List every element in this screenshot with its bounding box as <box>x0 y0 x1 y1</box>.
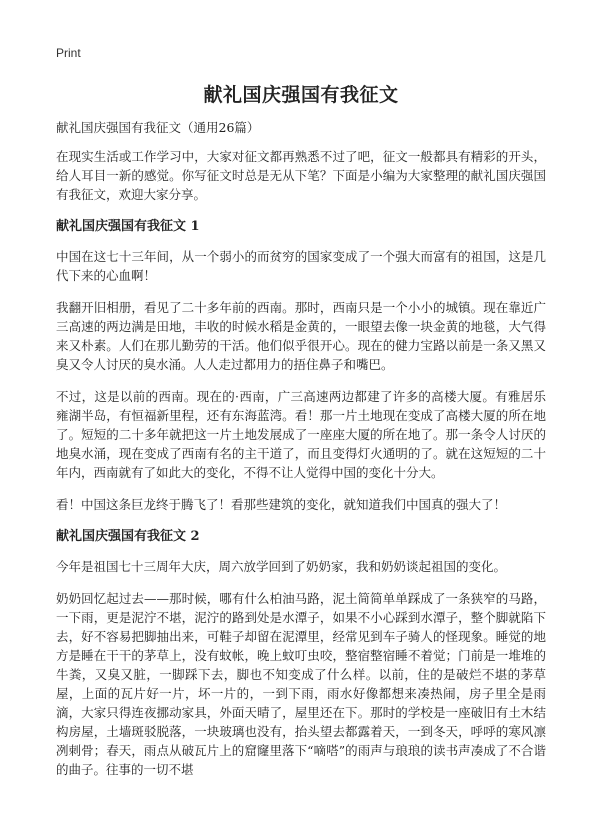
paragraph: 中国在这七十三年间，从一个弱小的而贫穷的国家变成了一个强大而富有的祖国，这是几代下来的心血啊！ <box>56 249 546 283</box>
paragraph: 我翻开旧相册，看见了二十多年前的西南。那时，西南只是一个小小的城镇。现在靠近广三高速的两边满是田地，丰收的时候水稻是金黄的，一眼望去像一块金黄的地毯，大气得来又朴素。人们在那儿勤劳的干活。他们似乎很开心。现在的健力宝路以前是一条又黑又臭又令人讨厌的臭水涌。人人走过都用力的捂住鼻子和嘴巴。 <box>56 300 546 372</box>
print-link[interactable]: Print <box>56 46 81 60</box>
section-heading-1: 献礼国庆强国有我征文 1 <box>56 219 200 234</box>
paragraph: 不过，这是以前的西南。现在的·西南，广三高速两边都建了许多的高楼大厦。有雅居乐雍湖半岛，有恒福新里程，还有东海蓝湾。看！那一片土地现在变成了高楼大厦的所在地了。短短的二十多年就把这一片土地发展成了一座座大厦的所在地了。那一条令人讨厌的地臭水涌，现在变成了西南有名的主干道了，而且变得灯火通明的了。就在这短短的二十年内，西南就有了如此大的变化，不得不让人觉得中国的变化十分大。 <box>56 389 546 480</box>
paragraph: 奶奶回忆起过去——那时候，哪有什么柏油马路，泥土简简单单踩成了一条狭窄的马路，一下雨，更是泥泞不堪，泥泞的路到处是水潭子，如果不小心踩到水潭子，整个脚就陷下去，好不容易把脚抽出来，可鞋子却留在泥潭里，经常见到车子骑人的怪现象。睡觉的地方是睡在干干的茅草上，没有蚊帐，晚上蚊叮虫咬，整宿整宿睡不着觉；门前是一堆堆的牛粪，又臭又脏，一脚踩下去，脚也不知变成了什么样。以前，住的是破烂不堪的茅草屋，上面的瓦片好一片，坏一片的，一到下雨，雨水好像都想来凑热闹，房子里全是雨滴，大家只得连夜挪动家具，外面天晴了，屋里还在下。那时的学校是一座破旧有土木结构房屋，土墙斑驳脱落，一块玻璃也没有，抬头望去都露着天，一到冬天，呼呼的寒风凛冽刺骨；春天，雨点从破瓦片上的窟窿里落下“嘀嗒”的雨声与琅琅的读书声凑成了不合谐的曲子。往事的一切不堪 <box>56 591 546 777</box>
intro-paragraph: 在现实生活或工作学习中，大家对征文都再熟悉不过了吧，征文一般都具有精彩的开头，给人耳目一新的感觉。你写征文时总是无从下笔？下面是小编为大家整理的献礼国庆强国有我征文，欢迎大家分享。 <box>56 149 546 202</box>
article-body <box>56 118 546 792</box>
article-subtitle: 献礼国庆强国有我征文（通用26篇） <box>56 120 260 135</box>
section-heading-2: 献礼国庆强国有我征文 2 <box>56 529 200 544</box>
page-title: 献礼国庆强国有我征文 <box>203 84 399 106</box>
paragraph: 今年是祖国七十三周年大庆，周六放学回到了奶奶家，我和奶奶谈起祖国的变化。 <box>56 559 507 574</box>
paragraph: 看！中国这条巨龙终于腾飞了！看那些建筑的变化，就知道我们中国真的强大了！ <box>56 497 507 512</box>
